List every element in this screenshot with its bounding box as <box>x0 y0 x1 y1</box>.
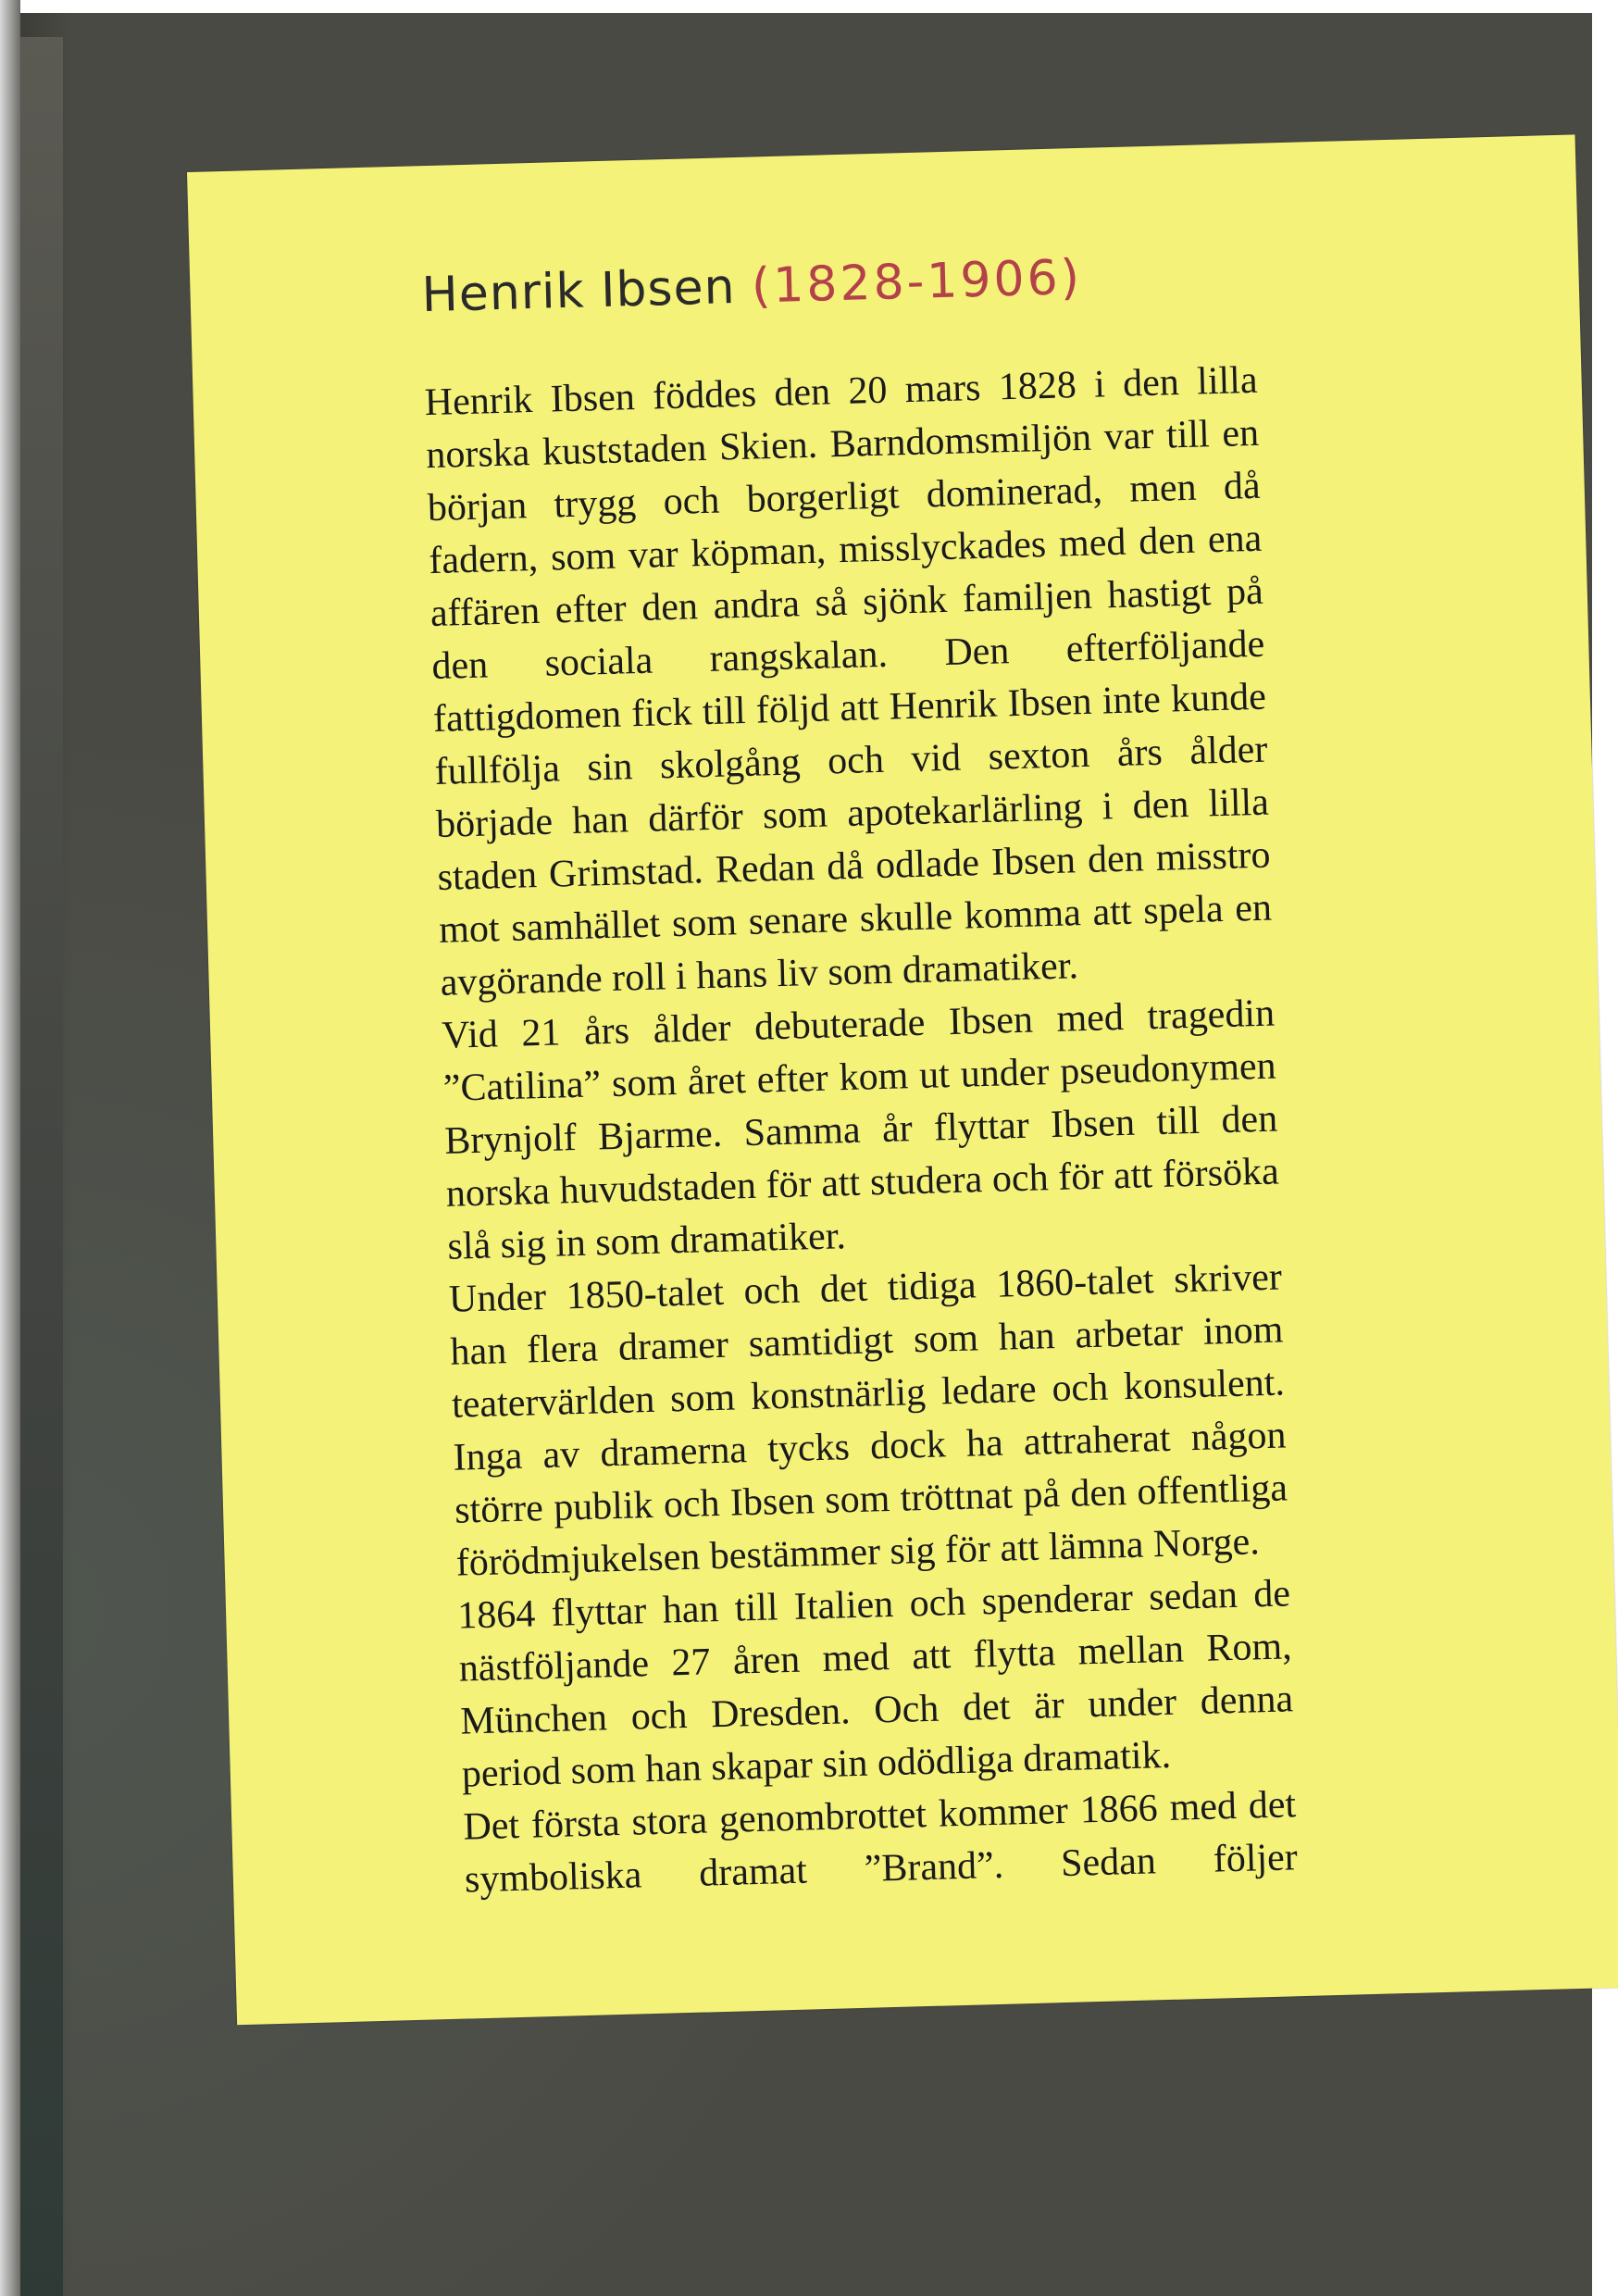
page-title <box>421 250 1083 323</box>
scan-left-edge <box>0 0 20 2296</box>
title-name: Henrik Ibsen <box>420 259 737 324</box>
biography-text <box>424 355 1298 1907</box>
yellow-note-card <box>187 134 1618 2025</box>
paragraph-1850s: Under 1850-talet och det tidiga 1860-talet skriver han flera dramer samtidigt som han arbetar inom teatervärlden som konstnärlig ledare och konsulent. Inga av dramerna tycks dock ha attraherat någon större publik och Ibsen som tröttnat på den offentliga förödmjukelsen bestämmer sig för att lämna Norge. <box>448 1255 1288 1585</box>
paragraph-breakthrough: Det första stora genombrottet kommer 1866 med det symboliska dramat ”Brand”. Sedan följer <box>462 1783 1299 1902</box>
title-years: (1828-1906) <box>751 249 1083 315</box>
paragraph-debut: Vid 21 års ålder debuterade Ibsen med tragedin ”Catilina” som året efter kom ut under pseudonymen Brynjolf Bjarme. Samma år flyttar Ibsen till den norska huvudstaden för att studera och för att försöka slå sig in som dramatiker. <box>441 992 1280 1268</box>
paragraph-italy: 1864 flyttar han till Italien och spenderar sedan de nästföljande 27 åren med att flytta mellan Rom, München och Dresden. Och det är under denna period som han skapar sin odödliga dramatik. <box>456 1572 1294 1796</box>
board-left-strip <box>19 37 63 2296</box>
paragraph-childhood: Henrik Ibsen föddes den 20 mars 1828 i den lilla norska kuststaden Skien. Barndomsmiljön var till en början trygg och borgerligt dominerad, men då fadern, som var köpman, misslyckades med den ena affären efter den andra så sjönk familjen hastigt på den sociala rangskalan. Den efterföljande fattigdomen fick till följd att Henrik Ibsen inte kunde fullfölja sin skolgång och vid sexton års ålder började han därför som apotekarlärling i den lilla staden Grimstad. Redan då odlade Ibsen den misstro mot samhället som senare skulle komma att spela en avgörande roll i hans liv som dramatiker. <box>424 358 1273 1004</box>
